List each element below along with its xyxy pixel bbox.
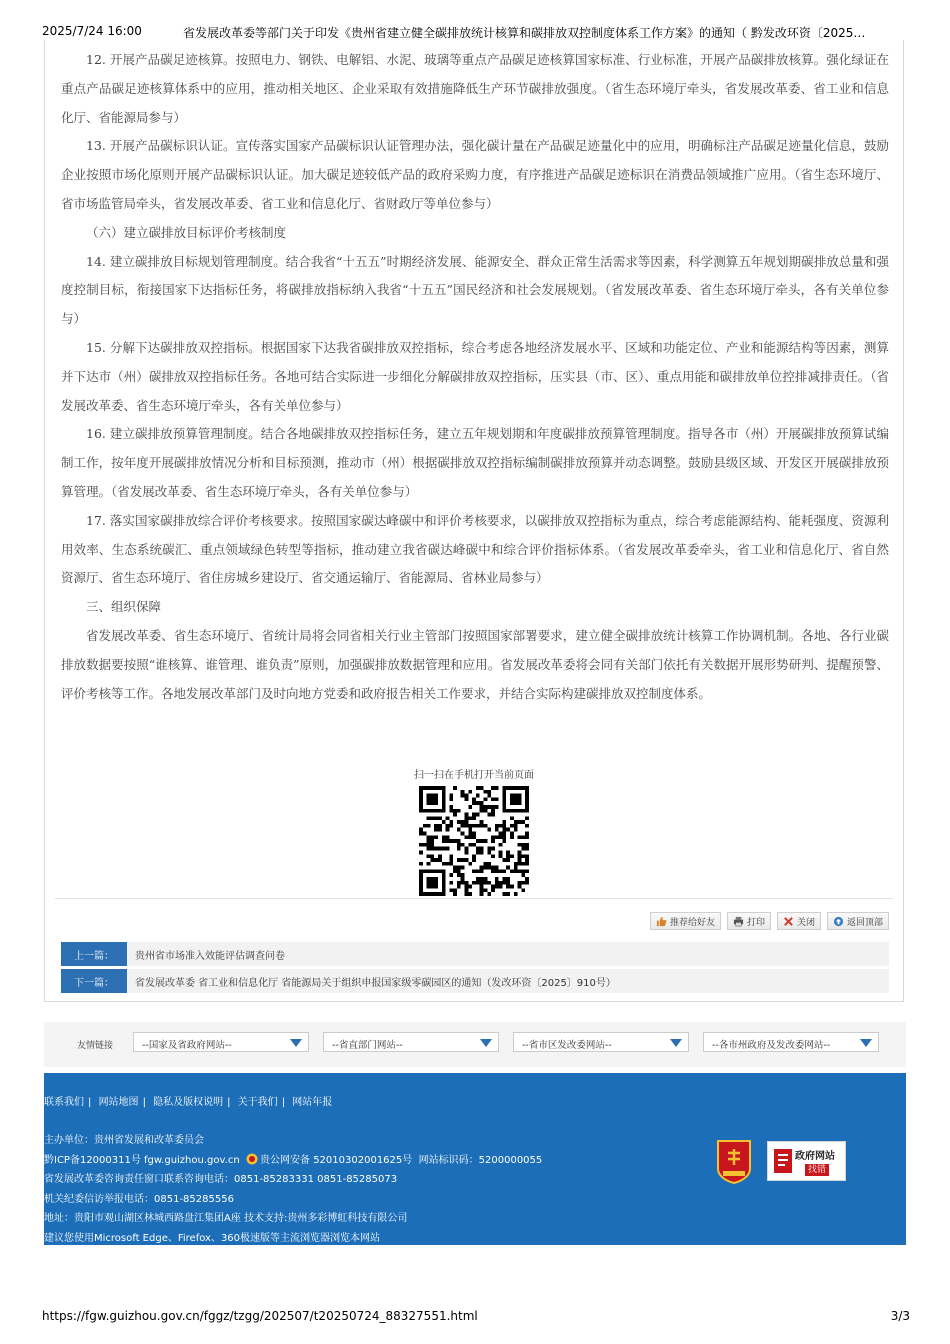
site-footer xyxy=(44,1073,906,1245)
next-article-tag: 下一篇： xyxy=(61,969,127,993)
back-to-top-label: 返回顶部 xyxy=(846,917,883,928)
friend-links-bar xyxy=(44,1022,906,1067)
gov-site-subtitle: 找错 xyxy=(805,1164,829,1176)
article-body xyxy=(61,46,889,708)
footer-separator: | xyxy=(227,1097,231,1108)
article-paragraph: 16. 建立碳排放预算管理制度。结合各地碳排放双控指标任务，建立五年规划期和年度碳排放预算管理制度。指导各市（州）开展碳排放预算试编制工作，按年度开展碳排放情况分析和目标预测，推动市（州）根据碳排放双控指标编制碳排放预算并动态调整。鼓励县级区域、开发区开展碳排放预算管理。（省发展改革委、省生态环境厅牵头，各有关单位参与） xyxy=(61,426,889,499)
select-value: --各市州政府及发改委网站-- xyxy=(712,1040,831,1051)
recommend-button[interactable] xyxy=(650,912,721,930)
next-article-row xyxy=(61,969,889,993)
article-paragraph: 12. 开展产品碳足迹核算。按照电力、钢铁、电解铝、水泥、玻璃等重点产品碳足迹核算国家标准、行业标准，开展产品碳排放核算。强化绿证在重点产品碳足迹核算体系中的应用，推动相关地区、企业采取有效措施降低生产环节碳排放强度。（省生态环境厅牵头，省发展改革委、省工业和信息化厅、省能源局参与） xyxy=(61,52,889,125)
footer-link-sitemap[interactable]: 网站地图 xyxy=(98,1097,139,1108)
qr-section xyxy=(45,766,903,896)
drc-sites-select[interactable] xyxy=(513,1032,689,1052)
prev-article-tag: 上一篇： xyxy=(61,942,127,966)
footer-contact: 省发展改革委咨询责任窗口联系咨询电话：0851-85283331 0851-85285073 xyxy=(44,1174,398,1185)
footer-link-about[interactable]: 关于我们 xyxy=(237,1097,278,1108)
select-value: --省直部门网站-- xyxy=(332,1040,403,1051)
divider xyxy=(55,898,893,899)
arrow-up-icon xyxy=(833,916,844,927)
article-paragraph: 13. 开展产品碳标识认证。宣传落实国家产品碳标识认证管理办法，强化碳计量在产品碳足迹量化中的应用，明确标注产品碳足迹量化信息，鼓励企业按照市场化原则开展产品碳标识认证。加大碳足迹较低产品的政府采购力度，有序推进产品碳足迹标识在消费品领域推广应用。（省生态环境厅、省市场监管局牵头，省发展改革委、省工业和信息化厅、省财政厅等单位参与） xyxy=(61,138,889,211)
dropdown-arrow-icon xyxy=(290,1039,302,1047)
print-date: 2025/7/24 16:00 xyxy=(42,24,142,38)
footer-separator: | xyxy=(88,1097,92,1108)
footer-separator: | xyxy=(142,1097,146,1108)
article-paragraph: 14. 建立碳排放目标规划管理制度。结合我省“十五五”时期经济发展、能源安全、群众正常生活需求等因素，科学测算五年规划期碳排放总量和强度控制目标，衔接国家下达指标任务，将碳排放指标纳入我省“十五五”国民经济和社会发展规划。（省发展改革委、省生态环境厅牵头，各有关单位参与） xyxy=(61,253,889,327)
dropdown-arrow-icon xyxy=(860,1039,872,1047)
print-label: 打印 xyxy=(746,917,765,928)
footer-discipline: 机关纪委信访举报电话：0851-85285556 xyxy=(44,1193,234,1205)
dropdown-arrow-icon xyxy=(480,1039,492,1047)
qr-code-icon xyxy=(419,786,529,896)
party-government-badge-icon[interactable] xyxy=(715,1139,753,1185)
article-tools xyxy=(650,912,889,930)
article-paragraph: 省发展改革委、省生态环境厅、省统计局将会同省相关行业主管部门按照国家部署要求，建立健全碳排放统计核算工作协调机制。各地、各行业碳排放数据要按照“谁核算、谁管理、谁负责”原则，加强碳排放数据管理和应用。省发展改革委将会同有关部门依托有关数据开展形势研判、提醒预警、评价考核等工作。各地发展改革部门及时向地方党委和政府报告相关工作要求，并结合实际构建碳排放双控制度体系。 xyxy=(61,627,889,701)
provincial-dept-select[interactable] xyxy=(323,1032,499,1052)
article-heading: 三、组织保障 xyxy=(86,599,162,615)
print-url: https://fgw.guizhou.gov.cn/fggz/tzgg/202507/t20250724_88327551.html xyxy=(42,1309,478,1323)
article-subheading: （六）建立碳排放目标评价考核制度 xyxy=(86,224,287,240)
close-button[interactable] xyxy=(777,912,821,930)
city-sites-select[interactable] xyxy=(703,1032,879,1052)
next-article-link[interactable]: 省发展改革委 省工业和信息化厅 省能源局关于组织申报国家级零碳园区的通知（发改环资〔2025〕910号） xyxy=(135,977,616,989)
friend-links-label: 友情链接 xyxy=(77,1041,114,1051)
gov-site-error-report-badge[interactable] xyxy=(767,1141,846,1181)
qr-label: 扫一扫在手机打开当前页面 xyxy=(414,770,534,781)
national-sites-select[interactable] xyxy=(133,1032,309,1052)
close-icon xyxy=(783,916,794,927)
close-label: 关闭 xyxy=(796,917,815,928)
print-page-number: 3/3 xyxy=(890,1309,910,1323)
recommend-label: 推荐给好友 xyxy=(669,917,715,928)
thumb-icon xyxy=(656,916,667,927)
footer-site-code: 网站标识码：5200000055 xyxy=(418,1154,543,1166)
footer-links xyxy=(44,1093,336,1108)
print-footer xyxy=(42,1309,910,1325)
select-value: --省市区发改委网站-- xyxy=(522,1040,612,1051)
footer-link-privacy[interactable]: 隐私及版权说明 xyxy=(153,1097,224,1108)
footer-separator: | xyxy=(281,1097,286,1108)
footer-link-contact[interactable]: 联系我们 xyxy=(44,1097,84,1108)
print-page-title: 省发展改革委等部门关于印发《贵州省建立健全碳排放统计核算和碳排放双控制度体系工作方案》的通知（ 黔发改环资〔2025… xyxy=(183,26,866,40)
footer-address: 地址：贵阳市观山湖区林城西路盘江集团A座 技术支持:贵州多彩博虹科技有限公司 xyxy=(44,1213,408,1224)
dropdown-arrow-icon xyxy=(670,1039,682,1047)
footer-sponsor: 主办单位：贵州省发展和改革委员会 xyxy=(44,1135,204,1146)
select-value: --国家及省政府网站-- xyxy=(142,1040,232,1051)
gov-site-title: 政府网站 xyxy=(795,1151,835,1162)
gov-site-emblem-icon xyxy=(772,1147,794,1175)
article-container xyxy=(44,40,904,1002)
printer-icon xyxy=(733,916,744,927)
footer-info xyxy=(44,1131,542,1248)
prev-article-link[interactable]: 贵州省市场准入效能评估调查问卷 xyxy=(135,950,285,962)
print-button[interactable] xyxy=(727,912,771,930)
footer-browser-tip: 建议您使用Microsoft Edge、Firefox、360极速版等主流浏览器浏览本网站 xyxy=(44,1232,381,1244)
back-to-top-button[interactable] xyxy=(827,912,889,930)
print-header xyxy=(42,24,910,40)
footer-icp[interactable]: 黔ICP备12000311号 fgw.guizhou.gov.cn xyxy=(44,1154,240,1166)
article-paragraph: 15. 分解下达碳排放双控指标。根据国家下达我省碳排放双控指标，综合考虑各地经济发展水平、区域和功能定位、产业和能源结构等因素，测算并下达市（州）碳排放双控指标任务。各地可结合实际进一步细化分解碳排放双控指标，压实县（市、区）、重点用能和碳排放单位控排减排责任。（省发展改革委、省生态环境厅牵头，各有关单位参与） xyxy=(61,339,889,413)
footer-registration xyxy=(44,1151,542,1171)
footer-link-annual-report[interactable]: 网站年报 xyxy=(292,1097,333,1108)
footer-police[interactable]: 贵公网安备 52010302001625号 xyxy=(260,1154,413,1166)
police-badge-icon xyxy=(246,1153,258,1165)
article-paragraph: 17. 落实国家碳排放综合评价考核要求。按照国家碳达峰碳中和评价考核要求，以碳排放双控指标为重点，综合考虑能源结构、能耗强度、资源利用效率、生态系统碳汇、重点领域绿色转型等指标，推动建立我省碳达峰碳中和综合评价指标体系。（省发展改革委牵头，省工业和信息化厅、省自然资源厅、省生态环境厅、省住房城乡建设厅、省交通运输厅、省能源局、省林业局参与） xyxy=(61,512,889,586)
prev-article-row xyxy=(61,942,889,966)
